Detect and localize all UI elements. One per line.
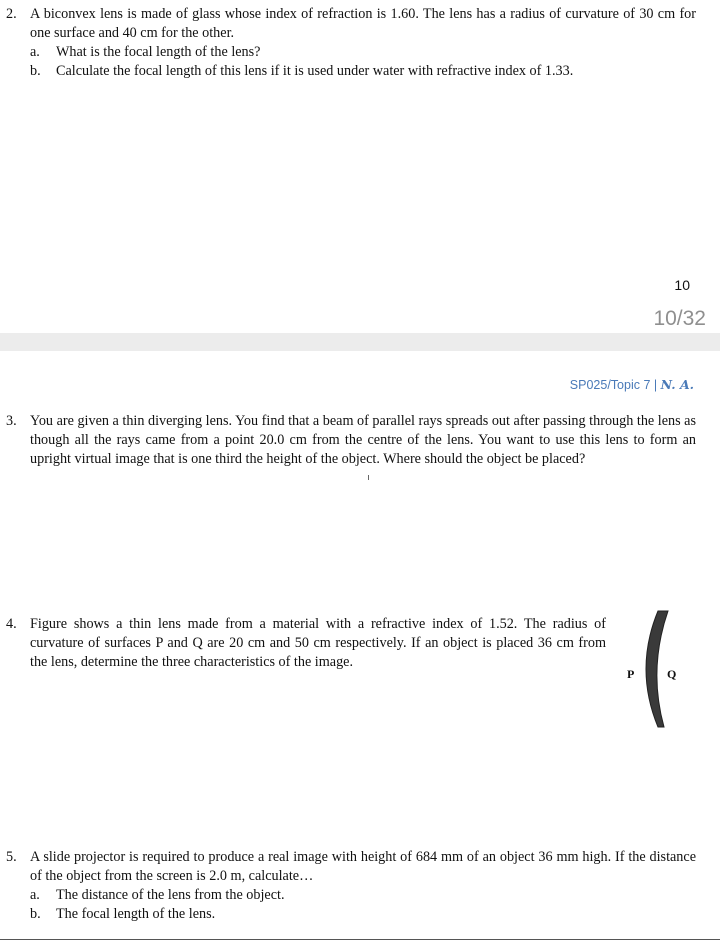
- question-text: A biconvex lens is made of glass whose index of refraction is 1.60. The lens has a radius of curvature of 30 cm for one surface and 40 cm for the other.: [30, 6, 696, 41]
- part-label: b.: [30, 63, 41, 79]
- part-label: a.: [30, 887, 40, 903]
- question-part: [30, 43, 696, 62]
- header-signature: N. A.: [660, 377, 694, 392]
- page-counter: 10/32: [653, 307, 706, 330]
- part-label: a.: [30, 44, 40, 60]
- part-text: The distance of the lens from the object.: [56, 887, 285, 903]
- question-number: 2.: [6, 6, 17, 22]
- page-header: [570, 375, 694, 395]
- question-5: [6, 848, 696, 924]
- surface-label-p: P: [627, 667, 635, 681]
- question-part: [30, 886, 696, 905]
- question-4: [6, 615, 606, 672]
- lens-figure: [620, 605, 700, 735]
- part-text: Calculate the focal length of this lens if it is used under water with refractive index of 1.33.: [56, 63, 574, 79]
- question-text: Figure shows a thin lens made from a material with a refractive index of 1.52. The radius of curvature of surfaces P and Q are 20 cm and 50 cm respectively. If an object is placed 36 cm from the lens, determine the three characteristics of the image.: [30, 616, 606, 670]
- stray-mark: [368, 475, 369, 480]
- question-part: [30, 62, 696, 81]
- part-text: The focal length of the lens.: [56, 906, 216, 922]
- question-number: 4.: [6, 616, 17, 632]
- page-bottom-border: [0, 939, 720, 940]
- header-text: SP025/Topic 7 |: [569, 378, 661, 392]
- surface-label-q: Q: [667, 667, 677, 681]
- question-3: [6, 412, 696, 469]
- question-number: 5.: [6, 849, 17, 865]
- question-number: 3.: [6, 413, 17, 429]
- question-part: [30, 905, 696, 924]
- question-text: A slide projector is required to produce a real image with height of 684 mm of an object 36 mm high. If the distance of the object from the screen is 2.0 m, calculate…: [30, 849, 696, 884]
- question-2: [6, 5, 696, 81]
- question-text: You are given a thin diverging lens. You find that a beam of parallel rays spreads out after passing through the lens as though all the rays came from a point 20.0 cm from the centre of the lens. You want to use this lens to form an upright virtual image that is one third the height of the object. Where should the object be placed?: [30, 413, 696, 467]
- lens-shape: [646, 611, 668, 727]
- part-label: b.: [30, 906, 41, 922]
- page-separator: [0, 333, 720, 351]
- part-text: What is the focal length of the lens?: [56, 44, 261, 60]
- page-number: 10: [674, 277, 690, 293]
